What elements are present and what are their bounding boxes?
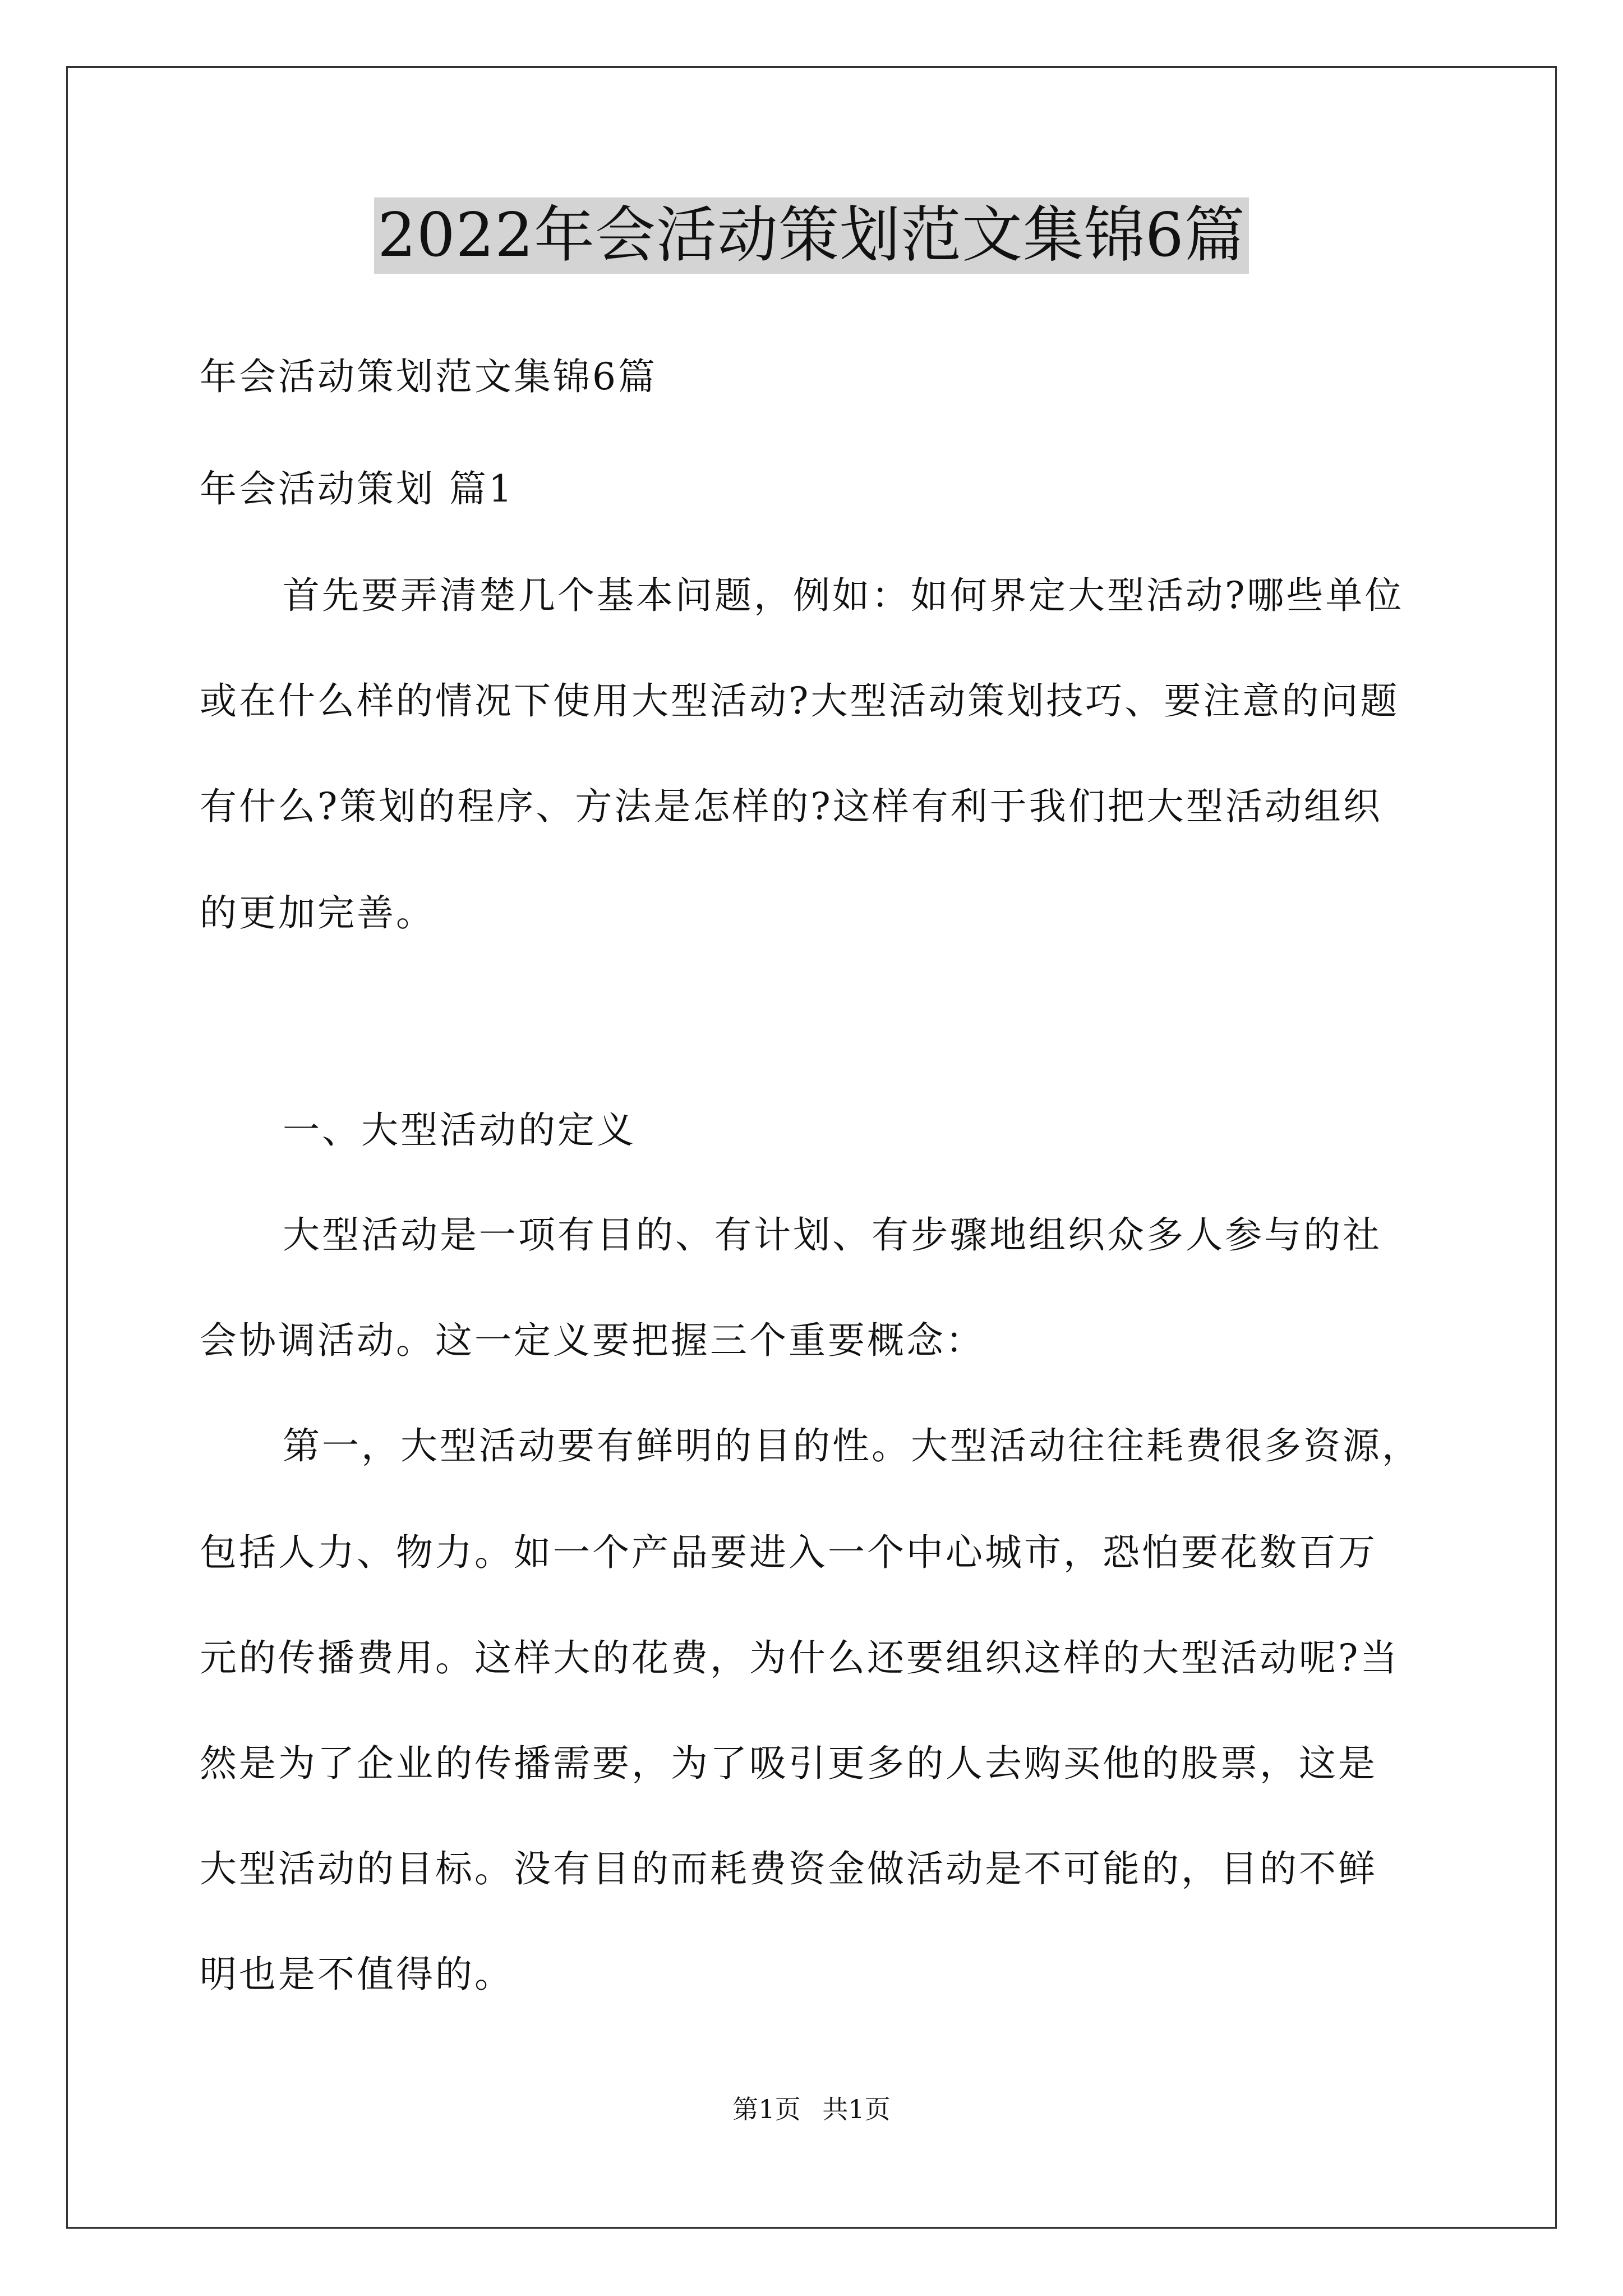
paragraph-line: 然是为了企业的传播需要，为了吸引更多的人去购买他的股票，这是 bbox=[200, 1742, 1377, 1785]
paragraph-line: 元的传播费用。这样大的花费，为什么还要组织这样的大型活动呢?当 bbox=[200, 1636, 1400, 1680]
paragraph-line: 有什么?策划的程序、方法是怎样的?这样有利于我们把大型活动组织 bbox=[200, 785, 1382, 828]
paragraph-line: 大型活动的目标。没有目的而耗费资金做活动是不可能的，目的不鲜 bbox=[200, 1847, 1377, 1890]
page-number-total: 共1页 bbox=[822, 2094, 891, 2124]
paragraph-line: 或在什么样的情况下使用大型活动?大型活动策划技巧、要注意的问题 bbox=[200, 679, 1400, 723]
section-heading: 年会活动策划 篇1 bbox=[200, 467, 514, 510]
paragraph-line: 大型活动是一项有目的、有计划、有步骤地组织众多人参与的社 bbox=[283, 1213, 1382, 1257]
paragraph-line: 包括人力、物力。如一个产品要进入一个中心城市，恐怕要花数百万 bbox=[200, 1531, 1377, 1574]
subtitle-line: 年会活动策划范文集锦6篇 bbox=[200, 355, 657, 398]
paragraph-line: 会协调活动。这一定义要把握三个重要概念： bbox=[200, 1319, 985, 1362]
title-container bbox=[0, 197, 1623, 274]
paragraph-line: 首先要弄清楚几个基本问题，例如：如何界定大型活动?哪些单位 bbox=[283, 574, 1404, 617]
page-footer bbox=[0, 2092, 1623, 2126]
paragraph-line: 第一，大型活动要有鲜明的目的性。大型活动往往耗费很多资源， bbox=[283, 1424, 1421, 1467]
page-number-current: 第1页 bbox=[732, 2094, 801, 2124]
paragraph-line: 的更加完善。 bbox=[200, 891, 435, 935]
subheading-line: 一、大型活动的定义 bbox=[283, 1108, 636, 1152]
paragraph-line: 明也是不值得的。 bbox=[200, 1953, 514, 1996]
document-title: 2022年会活动策划范文集锦6篇 bbox=[374, 197, 1249, 274]
